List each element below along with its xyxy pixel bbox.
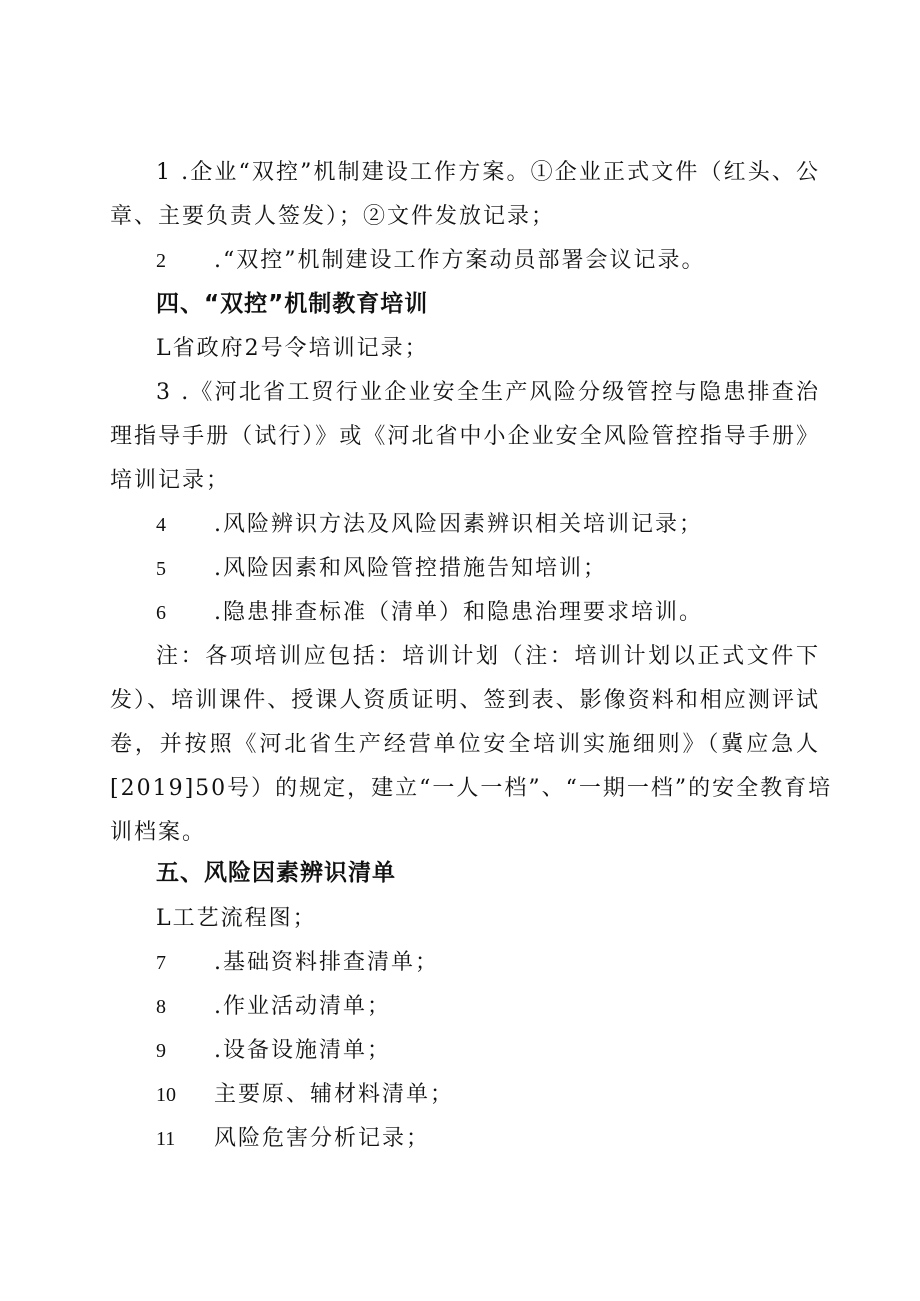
list-item [156, 1073, 820, 1117]
section-heading: 五、风险因素辨识清单 [156, 860, 396, 886]
paragraph-line: 培训记录； [110, 468, 231, 493]
list-item-number: 9 [156, 1040, 166, 1062]
list-item [156, 547, 820, 591]
paragraph-line: 1 .企业“双控”机制建设工作方案。①企业正式文件（红头、公 [156, 160, 820, 185]
list-item-text: 主要原、辅材料清单； [214, 1082, 455, 1107]
paragraph-line: 章、主要负责人签发）；②文件发放记录； [110, 204, 556, 229]
list-item-number: 11 [156, 1128, 176, 1150]
list-item [156, 1117, 820, 1161]
list-item [156, 941, 820, 985]
list-item-text: .隐患排查标准（清单）和隐患治理要求培训。 [214, 600, 703, 625]
list-item-text: .作业活动清单； [214, 994, 391, 1019]
note-line: 卷，并按照《河北省生产经营单位安全培训实施细则》（冀应急人 [110, 732, 820, 757]
note-line: 训档案。 [110, 820, 207, 845]
list-item-number: 4 [156, 514, 166, 536]
note-line: 发）、培训课件、授课人资质证明、签到表、影像资料和相应测评试 [110, 688, 820, 713]
paragraph-line: 理指导手册（试行）》或《河北省中小企业安全风险管控指导手册》 [110, 424, 820, 449]
list-item [156, 239, 820, 283]
list-item [156, 503, 820, 547]
list-item-text: .风险因素和风险管控措施告知培训； [214, 556, 607, 581]
list-item-text: .基础资料排查清单； [214, 950, 439, 975]
list-item-number: 8 [156, 996, 166, 1018]
list-item-text: .风险辨识方法及风险因素辨识相关培训记录； [214, 512, 703, 537]
list-item: L省政府2号令培训记录； [156, 336, 429, 361]
list-item-text: .“双控”机制建设工作方案动员部署会议记录。 [214, 248, 706, 273]
list-item-text: .设备设施清单； [214, 1038, 391, 1063]
note-line: [2019]50号）的规定，建立“一人一档”、“一期一档”的安全教育培 [110, 776, 833, 801]
list-item [156, 591, 820, 635]
list-item-number: 2 [156, 250, 166, 272]
list-item [156, 1029, 820, 1073]
list-item-number: 10 [156, 1084, 176, 1106]
list-item: L工艺流程图； [156, 906, 317, 931]
paragraph-line: 3 .《河北省工贸行业企业安全生产风险分级管控与隐患排查治 [156, 380, 820, 405]
list-item-number: 5 [156, 558, 166, 580]
note-line: 注：各项培训应包括：培训计划（注：培训计划以正式文件下 [156, 644, 820, 669]
list-item-number: 7 [156, 952, 166, 974]
list-item [156, 985, 820, 1029]
list-item-number: 6 [156, 602, 166, 624]
list-item-text: 风险危害分析记录； [214, 1126, 431, 1151]
section-heading: 四、“双控”机制教育培训 [156, 291, 429, 317]
